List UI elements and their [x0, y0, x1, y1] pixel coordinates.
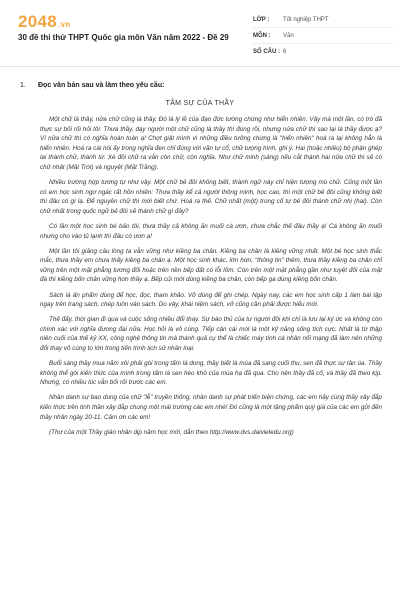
site-logo[interactable]: [18, 12, 71, 32]
logo-suffix: .vn: [58, 20, 71, 29]
reading-passage: [40, 115, 382, 443]
meta-value: Văn: [283, 32, 294, 39]
meta-row-question-count: [253, 44, 393, 59]
document-title: 30 đề thi thử THPT Quốc gia môn Văn năm 2022 - Đề 29: [18, 33, 229, 42]
passage-paragraph: Nhân danh sự bao dung của chữ "lễ" truyền thống, nhân danh sự phát triển biện chứng, các em hãy cùng thầy xây đắp kiến thức trên tinh thần xây đắp chung một mái trường các em nhé! Đó cũng là một tặng phẩm quý giá của các em gửi đến thầy nhân ngày 20-11. Cảm ơn các em!: [40, 394, 383, 421]
meta-label: SỐ CÂU :: [253, 48, 280, 55]
passage-paragraph: Có lần một học sinh bé bảo tôi, thưa thầy cả không ăn muối cá ươn, chưa chắc thế đâu thầy ạ! Cá không ăn muối nhưng cho vào tủ lạnh thì đâu có ươn ạ!: [40, 222, 382, 240]
passage-paragraph: Nhiều trường hợp tương tự như vậy. Một chữ bẻ đôi không biết, thành ngữ này chỉ hiện tượng mù chữ. Cũng một lần có em học sinh ngơ ngác rất hồn nhiên: Thưa thầy kể cả người thông minh, học cao, thì một chữ bẻ đôi cũng không biết thì đâu có gì lạ. Để nguyên chữ thì mới biết chứ. Hoá ra thế. Chữ nhất (một) trong cổ tự bẻ đôi thành chữ nhị (hai). Còn chữ nhất trong quốc ngữ bẻ đôi sẽ thành chữ gì đây?: [40, 179, 382, 215]
passage-paragraph: Sách là ấn phẩm dùng để học, đọc, tham khảo. Vở dùng để ghi chép. Ngày nay, các em học sinh cấp 1 làm bài tập ngay trên trang sách, chép luôn vào sách. Do vậy, khái niệm sách, vở cũng cần phải được hiểu mới.: [40, 291, 382, 309]
passage-paragraph: Một lần tôi giảng câu lòng ta vẫn vững như kiềng ba chân. Kiềng ba chân là kiềng vững nhất. Một bé học sinh thắc mắc, thưa thầy em chưa thấy kiềng ba chân ạ. Một học sinh khác, lớn hơn, "thông tin" thêm, thưa thầy kiềng ba chân chỉ vững trên một mặt phẳng tương đối hoặc trên nền bếp đất có lỗi lõm. Còn trên một mặt phẳng gần như tuyệt đối của mặt đá thì kiềng bốn chân vững hơn thầy ạ. Bếp củi mới dùng kiềng ba chân, còn bếp ga dùng kiềng bốn chân.: [40, 247, 382, 284]
passage-paragraph: Buổi sáng thầy mua năm xôi phải gói trong tấm lá dong, thầy biết là mùa đã sang cuối thu, sen đã thực sự tàn úa. Thầy không thể gói kiến thức của mình trong tấm lá sen hèo khô của mùa hạ đã qua. Cho nên thầy đã cố, và thầy đã theo kịp. Nhưng, có nhiều lúc vẫn bối rối trước các em.: [40, 360, 382, 387]
meta-row-subject: [253, 28, 393, 44]
meta-row-class: [253, 12, 393, 28]
question-text: Đọc văn bản sau và làm theo yêu cầu:: [38, 82, 165, 89]
question-number: 1.: [20, 82, 26, 89]
logo-text: 2048: [18, 12, 58, 31]
passage-paragraph: Một chữ là thầy, nửa chữ cũng là thầy. Đó là lý lẽ của đạo đức tường chừng như hiển nhiên. Vậy mà một lần, có trò đã thực sự bối rối hỏi tôi: Thưa thầy, dạy người một chữ cũng là thầy thì đúng rồi, nhưng nửa chữ thì sao lại là thầy được ạ? Vì nửa chữ thì có nghĩa hoàn toàn ạ! Chợt giật mình vì những điều tưởng chừng là "hiển nhiên" hoá ra lại không hẳn là hiển nhiên. Hoá ra cái nói ấy trong nghĩa đen chỉ đúng với văn tự cổ, chữ tượng hình, ghi ý. Hai (hoặc nhiều) bộ phận ghép lại thành chữ, thành từ. Xé đôi chữ ra vẫn còn chữ, còn nghĩa. Như chữ minh (sáng) nếu cắt thành hai nửa chữ thì sẽ có chữ nhật (Mặt Trời) và nguyệt (Mặt Trăng).: [40, 116, 382, 171]
meta-label: LỚP :: [253, 16, 270, 23]
page-header: [0, 0, 400, 65]
meta-value: Tốt nghiệp THPT: [283, 16, 329, 23]
question-prompt: [20, 82, 392, 89]
meta-label: MÔN :: [253, 32, 271, 39]
document-meta: [253, 12, 393, 59]
passage-paragraph: Thế đấy, thời gian đi qua và cuộc sống nhiều đổi thay. Sự báo thủ của tư người đôi khi chỉ là lưu lại ký ức và không còn chính xác với nghĩa đương đại nữa. Học hỏi là vô cùng. Tiếp cận cái mới là một kỹ năng sống tích cực. Nhất là từ thập niên cuối của thế kỷ XX, công nghệ thông tin mà thành quả cụ thể là chiếc máy tính cá nhân nối mạng đã làm nên những đổi thay vô cùng to lớn trong tiến trình lịch sử nhân loại.: [40, 316, 382, 352]
passage-source: (Thư của một Thầy giáo nhân dịp năm học mới, dẫn theo http://www.dvs.daivietedu.org): [49, 428, 294, 436]
meta-value: 6: [283, 48, 287, 55]
header-divider: [0, 66, 400, 67]
passage-title: TÂM SỰ CỦA THẦY: [165, 100, 235, 107]
